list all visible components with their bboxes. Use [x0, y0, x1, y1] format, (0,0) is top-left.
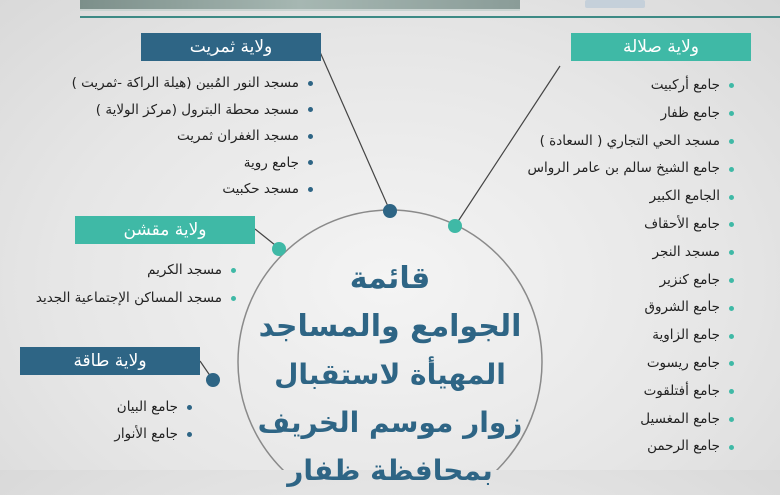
node-taqah	[206, 373, 220, 387]
list-item: مسجد النور المُبين (هيلة الراكة -ثمريت )	[72, 70, 313, 97]
list-item: جامع أركبيت	[528, 72, 735, 100]
node-salalah	[448, 219, 462, 233]
connector-thumrait	[320, 52, 390, 211]
list-item: مسجد المساكن الإجتماعية الجديد	[36, 284, 236, 312]
muqshin-ribbon: ولاية مقشن	[75, 216, 255, 244]
node-thumrait	[383, 204, 397, 218]
thumrait-ribbon: ولاية ثمريت	[141, 33, 321, 61]
list-item: مسجد النجر	[528, 239, 735, 267]
title-line-5: بمحافظة ظفار	[287, 454, 493, 487]
thumrait-list	[72, 70, 313, 203]
list-item: مسجد حكبيت	[72, 176, 313, 203]
title-line-1: قائمة	[349, 261, 431, 296]
list-item: جامع الأنوار	[114, 421, 192, 448]
taqah-ribbon: ولاية طاقة	[20, 347, 200, 375]
list-item: جامع أفتلقوت	[528, 378, 735, 406]
title-line-2: الجوامع والمساجد	[258, 309, 522, 344]
list-item: جامع المغسيل	[528, 406, 735, 434]
list-item: جامع الشيخ سالم بن عامر الرواس	[528, 155, 735, 183]
list-item: جامع ريسوت	[528, 350, 735, 378]
list-item: الجامع الكبير	[528, 183, 735, 211]
title-line-4: زوار موسم الخريف	[257, 406, 523, 439]
list-item: جامع كنزير	[528, 267, 735, 295]
node-muqshin	[272, 242, 286, 256]
list-item: مسجد محطة البترول (مركز الولاية )	[72, 97, 313, 124]
page-title	[250, 255, 530, 495]
list-item: مسجد الحي التجاري ( السعادة )	[528, 128, 735, 156]
taqah-list	[114, 394, 192, 448]
list-item: جامع الرحمن	[528, 433, 735, 461]
salalah-ribbon: ولاية صلالة	[571, 33, 751, 61]
list-item: جامع البيان	[114, 394, 192, 421]
list-item: جامع الأحقاف	[528, 211, 735, 239]
muqshin-list	[36, 256, 236, 312]
title-line-3: المهيأة لاستقبال	[274, 358, 506, 391]
list-item: مسجد الكريم	[36, 256, 236, 284]
salalah-list	[528, 72, 735, 461]
list-item: جامع روية	[72, 150, 313, 177]
list-item: مسجد الغفران ثمريت	[72, 123, 313, 150]
list-item: جامع الشروق	[528, 294, 735, 322]
list-item: جامع الزاوية	[528, 322, 735, 350]
list-item: جامع ظفار	[528, 100, 735, 128]
